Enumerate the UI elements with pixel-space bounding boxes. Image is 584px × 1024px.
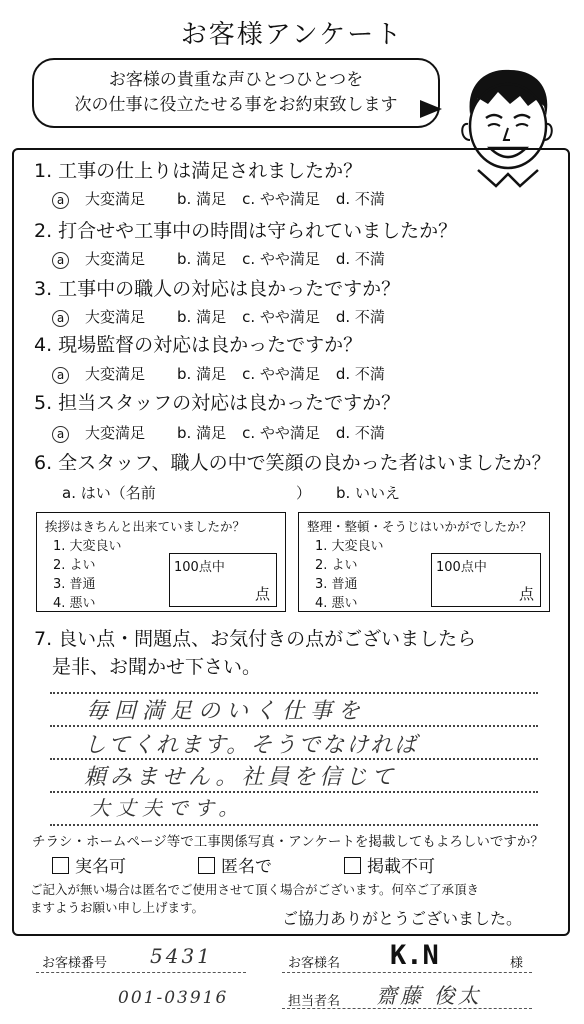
checkbox-no-publish[interactable] <box>344 857 361 874</box>
tidiness-box-options: 1. 大変良い 2. よい 3. 普通 4. 悪い <box>315 539 384 611</box>
bubble-tail <box>420 100 442 118</box>
notice-line-2: ますようお願い申し上げます。 <box>30 900 205 915</box>
options-2: a 大変満足 b. 満足 c. やや満足 d. 不満 <box>52 248 401 269</box>
customer-number-underline <box>36 972 246 973</box>
comment-line <box>50 824 538 826</box>
greeting-box-title: 挨拶はきちんと出来ていましたか？ <box>45 519 246 534</box>
options-1: a 大変満足 b. 満足 c. やや満足 d. 不満 <box>52 188 401 209</box>
bubble-line-1: お客様の貴重な声ひとつひとつを <box>108 70 364 90</box>
greeting-box-options: 1. 大変良い 2. よい 3. 普通 4. 悪い <box>53 539 122 611</box>
tidiness-box-title: 整理・整頓・そうじはいかがでしたか？ <box>307 519 533 534</box>
permission-anonymous-option[interactable]: 匿名で <box>198 852 272 877</box>
options-4: a 大変満足 b. 満足 c. やや満足 d. 不満 <box>52 363 401 384</box>
question-4: 4. 現場監督の対応は良かったですか？ <box>34 334 363 356</box>
selected-option-mark[interactable]: a <box>52 367 69 384</box>
staff-name-label: 担当者名 <box>288 994 341 1009</box>
question-1: 1. 工事の仕上りは満足されましたか？ <box>34 160 363 182</box>
selected-option-mark[interactable]: a <box>52 310 69 327</box>
q6-option-yes[interactable]: a. はい（名前 <box>62 484 156 502</box>
question-3: 3. 工事中の職人の対応は良かったですか？ <box>34 278 401 300</box>
customer-code: 001-03916 <box>118 988 229 1008</box>
question-7-line-2: 是非、お聞かせ下さい。 <box>52 656 262 678</box>
question-7-line-1: 7. 良い点・問題点、お気付きの点がございましたら <box>34 628 477 650</box>
options-3: a 大変満足 b. 満足 c. やや満足 d. 不満 <box>52 306 401 327</box>
handwritten-comment-line-4: 大丈夫です。 <box>90 796 245 820</box>
customer-name-label: お客様名 <box>288 956 341 971</box>
question-2: 2. 打合せや工事中の時間は守られていましたか？ <box>34 220 458 242</box>
permission-no-publish-option[interactable]: 掲載不可 <box>344 852 435 877</box>
customer-name-value[interactable]: K.N <box>390 940 439 971</box>
greeting-rating-box <box>36 512 286 612</box>
honorific: 様 <box>510 956 524 971</box>
selected-option-mark[interactable]: a <box>52 426 69 443</box>
comment-line <box>50 725 538 727</box>
checkbox-real-name[interactable] <box>52 857 69 874</box>
handwritten-comment-line-1: 毎回満足のいく仕事を <box>86 699 367 724</box>
customer-number-label: お客様番号 <box>42 956 108 971</box>
question-6: 6. 全スタッフ、職人の中で笑顔の良かった者はいましたか？ <box>34 452 551 474</box>
page-title: お客様アンケート <box>180 20 404 50</box>
staff-name-value[interactable]: 齋藤 俊太 <box>376 984 482 1008</box>
checkbox-anonymous[interactable] <box>198 857 215 874</box>
thanks-message: ご協力ありがとうございました。 <box>282 909 523 928</box>
greeting-score-field[interactable]: 100点中 点 <box>169 553 277 607</box>
customer-number-value[interactable]: 5431 <box>150 944 213 968</box>
customer-name-underline <box>282 972 532 973</box>
selected-option-mark[interactable]: a <box>52 192 69 209</box>
options-5: a 大変満足 b. 満足 c. やや満足 d. 不満 <box>52 422 401 443</box>
handwritten-comment-line-3: 頼みません。社員を信じて <box>84 765 398 790</box>
speech-bubble <box>32 58 440 128</box>
notice-line-1: ご記入が無い場合は匿名でご使用させて頂く場合がございます。何卒ご了承頂き <box>30 882 480 897</box>
q6-bracket-close: ） <box>296 484 312 502</box>
permission-question: チラシ・ホームページ等で工事関係写真・アンケートを掲載してもよろしいですか？ <box>32 834 544 850</box>
q6-option-no[interactable]: b. いいえ <box>336 484 401 502</box>
bubble-line-2: 次の仕事に役立たせる事をお約束致します <box>74 95 398 115</box>
selected-option-mark[interactable]: a <box>52 252 69 269</box>
tidiness-rating-box <box>298 512 550 612</box>
question-5: 5. 担当スタッフの対応は良かったですか？ <box>34 392 401 414</box>
handwritten-comment-line-2: してくれます。そうでなければ <box>84 733 419 758</box>
permission-real-name-option[interactable]: 実名可 <box>52 852 126 877</box>
tidiness-score-field[interactable]: 100点中 点 <box>431 553 541 607</box>
